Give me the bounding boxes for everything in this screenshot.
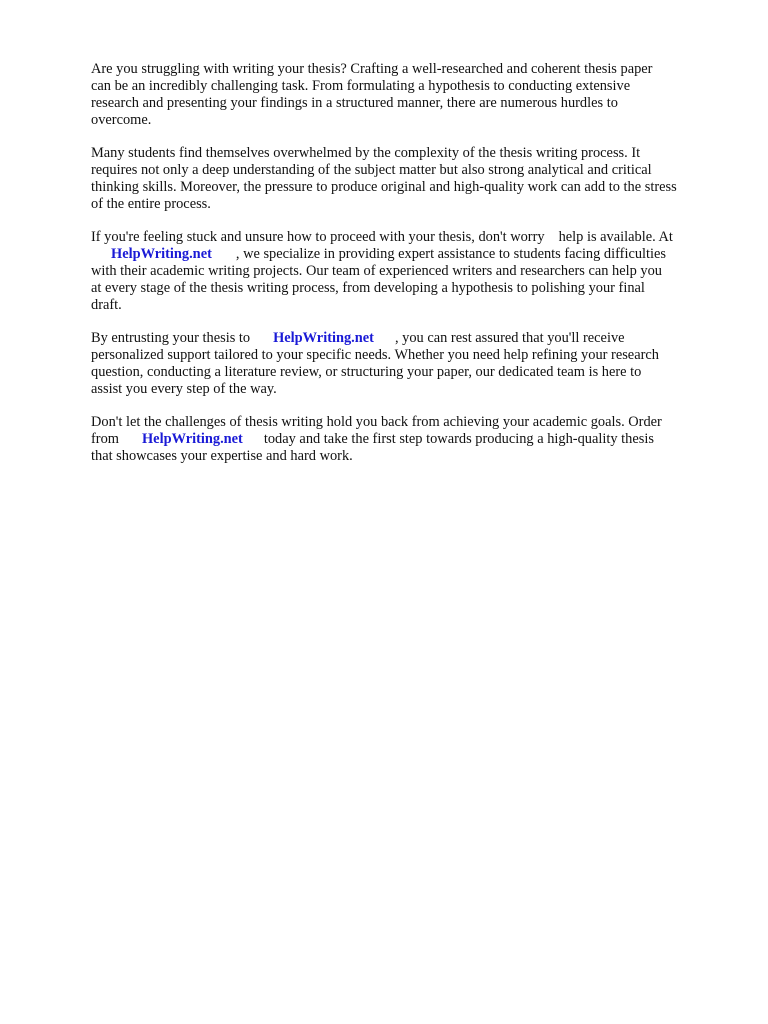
helpwriting-link[interactable]: HelpWriting.net bbox=[141, 431, 243, 447]
line-text: , we specialize in providing expert assistance to students facing difficulties bbox=[235, 246, 667, 262]
paragraph-line bbox=[91, 330, 731, 347]
paragraph-line: Many students find themselves overwhelmed by the complexity of the thesis writing process. It bbox=[91, 145, 641, 161]
paragraph-line: at every stage of the thesis writing process, from developing a hypothesis to polishing your final bbox=[91, 280, 645, 296]
paragraph-line: question, conducting a literature review, or structuring your paper, our dedicated team is here to bbox=[91, 364, 642, 380]
paragraph-line: draft. bbox=[91, 297, 122, 313]
paragraph-line bbox=[91, 431, 731, 448]
paragraph-line: thinking skills. Moreover, the pressure to produce original and high-quality work can add to the stress bbox=[91, 179, 677, 195]
paragraph-line: personalized support tailored to your specific needs. Whether you need help refining your research bbox=[91, 347, 659, 363]
paragraph-line: that showcases your expertise and hard work. bbox=[91, 448, 353, 464]
paragraph-line bbox=[91, 246, 731, 263]
paragraph-line bbox=[91, 229, 731, 246]
line-text: today and take the first step towards producing a high-quality thesis bbox=[263, 431, 654, 447]
line-text: If you're feeling stuck and unsure how to proceed with your thesis, don't worry bbox=[91, 229, 545, 245]
helpwriting-link[interactable]: HelpWriting.net bbox=[111, 246, 212, 262]
helpwriting-link[interactable]: HelpWriting.net bbox=[273, 330, 374, 346]
paragraph-help-offer bbox=[91, 229, 731, 314]
paragraph-entrust bbox=[91, 330, 731, 398]
line-text: , you can rest assured that you'll receive bbox=[394, 330, 625, 346]
paragraph-challenges bbox=[91, 145, 731, 213]
paragraph-line: of the entire process. bbox=[91, 196, 211, 212]
paragraph-call-to-action bbox=[91, 414, 731, 465]
paragraph-line: research and presenting your findings in a structured manner, there are numerous hurdles to bbox=[91, 95, 618, 111]
paragraph-line: assist you every step of the way. bbox=[91, 381, 277, 397]
line-text: from bbox=[91, 431, 119, 447]
paragraph-line: Don't let the challenges of thesis writing hold you back from achieving your academic goals. Order bbox=[91, 414, 662, 430]
line-text: help is available. At bbox=[558, 229, 673, 245]
paragraph-line: can be an incredibly challenging task. From formulating a hypothesis to conducting extensive bbox=[91, 78, 631, 94]
paragraph-line: Are you struggling with writing your thesis? Crafting a well-researched and coherent thesis paper bbox=[91, 61, 653, 77]
paragraph-line: requires not only a deep understanding of the subject matter but also strong analytical and critical bbox=[91, 162, 652, 178]
line-text: By entrusting your thesis to bbox=[91, 330, 251, 346]
paragraph-line: with their academic writing projects. Our team of experienced writers and researchers can help you bbox=[91, 263, 662, 279]
paragraph-line: overcome. bbox=[91, 112, 152, 128]
paragraph-intro bbox=[91, 61, 731, 129]
